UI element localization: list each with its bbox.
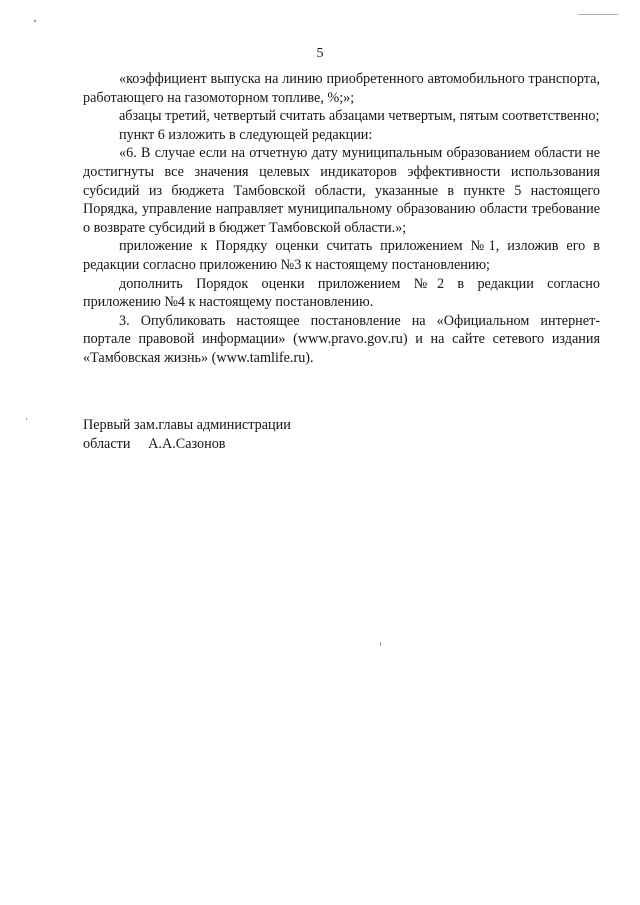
- paragraph-appendix-2: дополнить Порядок оценки приложением №2 в редакции согласно приложению №4 к настоящему постановлению.: [83, 275, 600, 311]
- paragraph-renumbering: абзацы третий, четвертый считать абзацами четвертым, пятым соответственно;: [119, 108, 600, 125]
- paragraph-item-6-intro: пункт 6 изложить в следующей редакции:: [119, 126, 373, 143]
- page-number: 5: [316, 46, 324, 61]
- paragraph-coefficient-definition: «коэффициент выпуска на линию приобретенного автомобильного транспорта, работающего на газомоторном топливе, %;»;: [83, 71, 600, 106]
- scan-speck: [26, 418, 27, 420]
- document-body: [83, 70, 600, 368]
- signature-position: Первый зам.главы администрации: [83, 417, 291, 433]
- paragraph-publication: 3. Опубликовать настоящее постановление на «Официальном интернет-портале правовой информации» (www.pravo.gov.ru) и на сайте сетевого издания «Тамбовская жизнь» (www.tamlife.ru).: [83, 312, 600, 366]
- signature-block: [83, 416, 291, 453]
- paragraph-appendix-1: приложение к Порядку оценки считать приложением №1, изложив его в редакции согласно приложению №3 к настоящему постановлению;: [83, 238, 600, 273]
- signature-name: области А.А.Сазонов: [83, 435, 226, 452]
- scan-speck: [380, 642, 381, 646]
- scan-speck: [34, 20, 36, 22]
- scan-artifact-line: [578, 14, 618, 15]
- paragraph-item-6-text: «6. В случае если на отчетную дату муниципальным образованием области не достигнуты все значения целевых индикаторов эффективности использования субсидий из бюджета Тамбовской области, указанные в пункте 5 настоящего Порядка, управление направляет муниципальному образованию области требование о возврате субсидий в бюджет Тамбовской области.»;: [83, 145, 600, 236]
